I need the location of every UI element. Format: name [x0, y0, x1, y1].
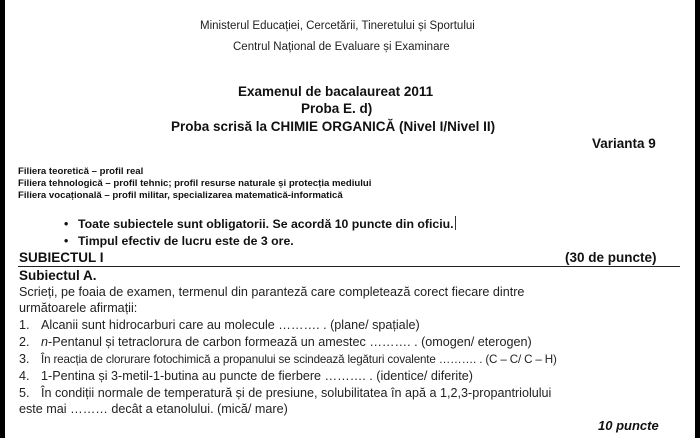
- list-item: [19, 386, 551, 400]
- left-frame-edge: [0, 0, 5, 438]
- ministry-header: Ministerul Educației, Cercetării, Tineretului și Sportului: [200, 20, 475, 32]
- list-item: [19, 352, 557, 366]
- variant-label: Varianta 9: [592, 136, 656, 151]
- item-number: 2.: [19, 335, 30, 349]
- subject-points: (30 de puncte): [565, 250, 657, 265]
- instruction-item: • Toate subiectele sunt obligatorii. Se acordă 10 puncte din oficiu.: [64, 217, 454, 231]
- exam-title: Examenul de bacalaureat 2011: [238, 84, 434, 99]
- center-header: Centrul Național de Evaluare și Examinare: [233, 41, 450, 53]
- item-text: În reacția de clorurare fotochimică a propanului se scindează legături covalente ………. . (C – C/ C – H): [41, 353, 557, 366]
- right-frame-edge: [695, 0, 700, 438]
- list-item-continuation: [19, 402, 288, 416]
- item-text: Alcanii sunt hidrocarburi care au molecule ………. . (plane/ spațiale): [41, 318, 420, 332]
- section-divider: [18, 266, 680, 267]
- exam-subtitle: Proba scrisă la CHIMIE ORGANICĂ (Nivel I/Nivel II): [171, 119, 496, 134]
- total-points: 10 puncte: [598, 418, 659, 433]
- exam-proba: Proba E. d): [301, 101, 373, 116]
- item-text: este mai ……… decât a etanolului. (mică/ mare): [19, 402, 288, 416]
- instruction-item: • Timpul efectiv de lucru este de 3 ore.: [64, 234, 294, 248]
- subject-part: Subiectul A.: [19, 268, 97, 283]
- item-italic-prefix: n: [41, 335, 49, 349]
- instruction-text: Toate subiectele sunt obligatorii. Se acordă 10 puncte din oficiu.: [78, 217, 454, 231]
- item-text: În condiții normale de temperatură și de presiune, solubilitatea în apă a 1,2,3-propantriolului: [41, 386, 552, 400]
- instruction-text: Timpul efectiv de lucru este de 3 ore.: [78, 234, 294, 248]
- filiera-teoretica: Filiera teoretică – profil real: [18, 166, 144, 177]
- list-item: [19, 335, 532, 349]
- item-number: 5.: [19, 386, 30, 400]
- item-text: -Pentanul și tetraclorura de carbon formează un amestec ………. . (omogen/ eterogen): [48, 335, 532, 349]
- list-item: [19, 318, 420, 332]
- item-text: 1-Pentina și 3-metil-1-butina au puncte de fierbere ………. . (identice/ diferite): [41, 369, 473, 383]
- prompt-line: următoarele afirmații:: [19, 301, 138, 315]
- item-number: 4.: [19, 369, 30, 383]
- list-item: [19, 369, 473, 383]
- filiera-tehnologica: Filiera tehnologică – profil tehnic; profil resurse naturale și protecția mediului: [18, 178, 372, 189]
- filiera-vocationala: Filiera vocațională – profil militar, specializarea matematică-informatică: [18, 190, 343, 201]
- item-number: 3.: [19, 352, 30, 366]
- item-number: 1.: [19, 318, 30, 332]
- subject-label: SUBIECTUL I: [19, 250, 104, 265]
- text-cursor: [455, 216, 456, 230]
- prompt-line: Scrieți, pe foaia de examen, termenul din paranteză care completează corect fiecare dintre: [19, 285, 525, 299]
